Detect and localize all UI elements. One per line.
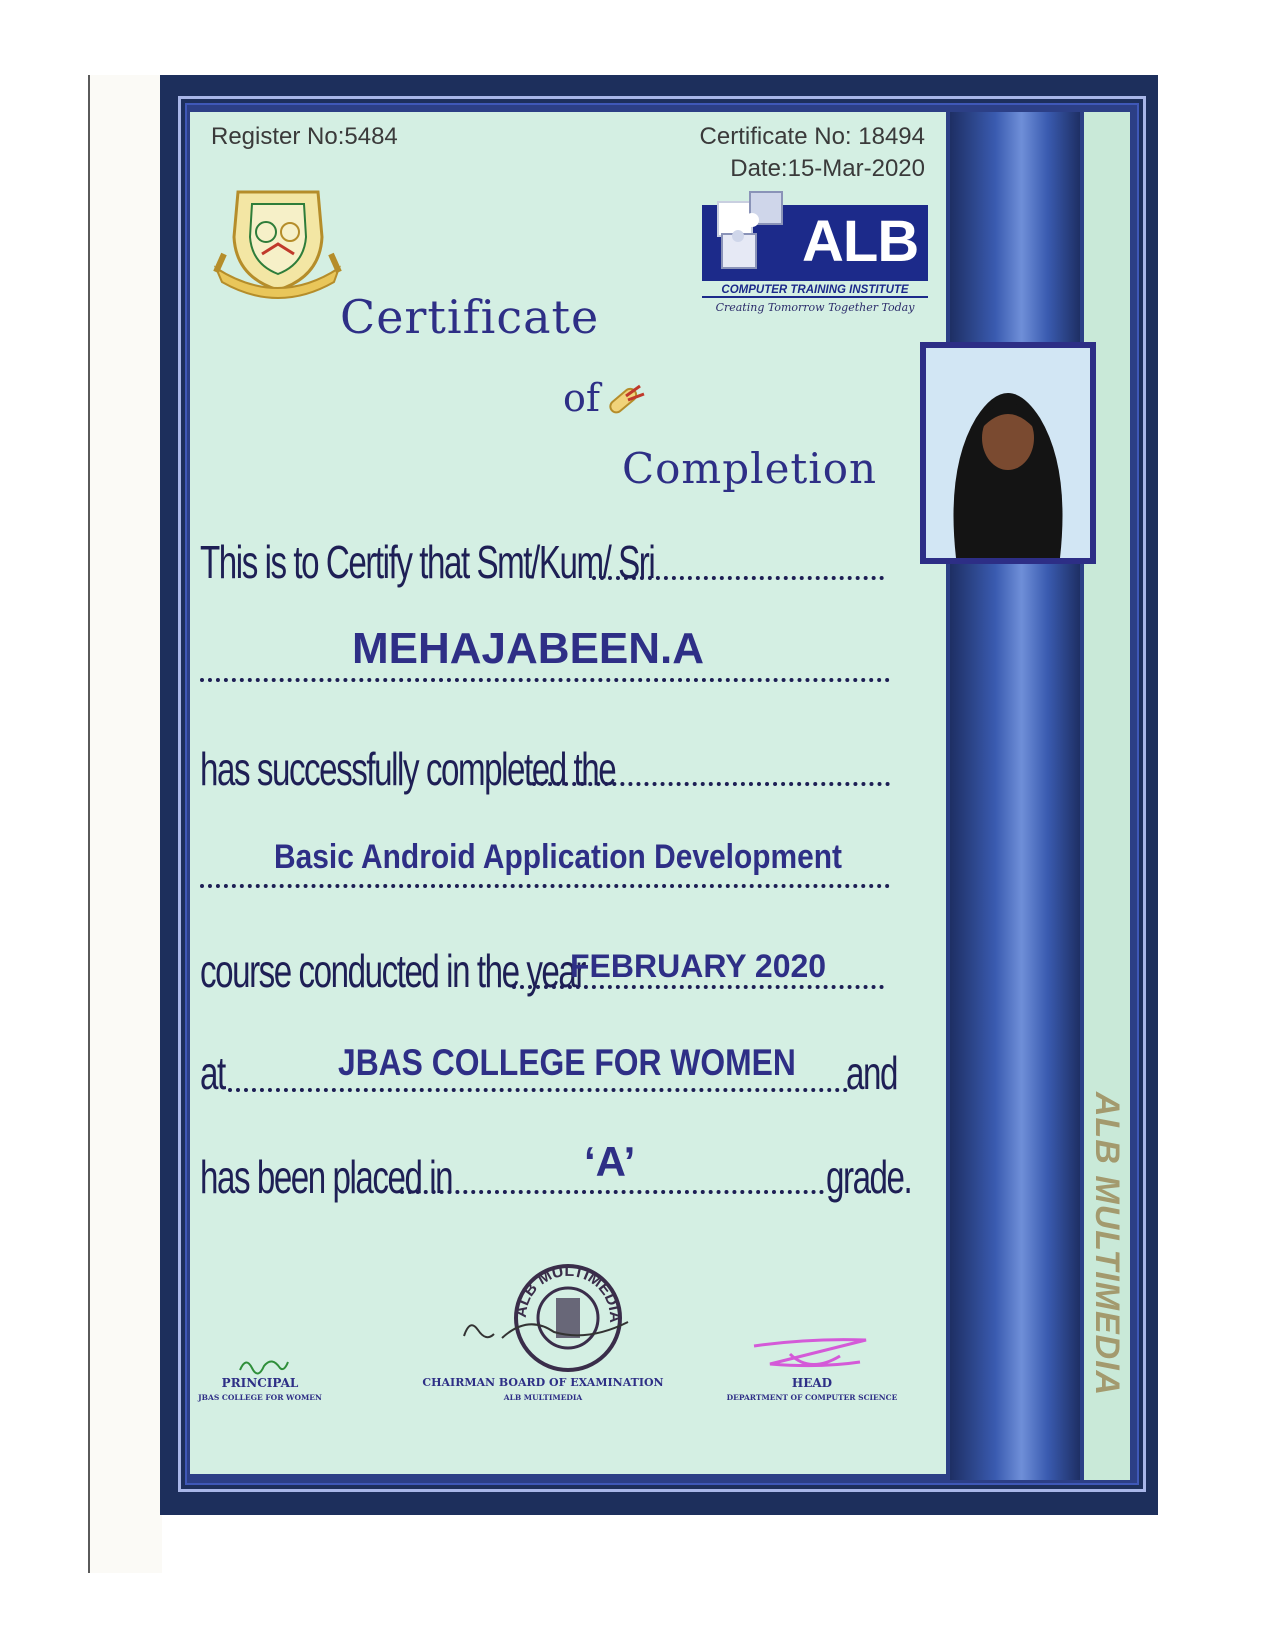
- recipient-photo: [920, 342, 1096, 564]
- recipient-name: MEHAJABEEN.A: [352, 624, 705, 673]
- college-seal-icon: [210, 182, 345, 302]
- head-signature-icon: [750, 1334, 870, 1378]
- chairman-signature-icon: [458, 1308, 638, 1348]
- alb-logo: [702, 200, 928, 318]
- principal-org: JBAS COLLEGE FOR WOMEN: [198, 1393, 322, 1402]
- dotted-line: [400, 1190, 824, 1194]
- dotted-line: [532, 782, 890, 786]
- head-label: HEAD: [791, 1376, 833, 1390]
- alb-logo-slogan: Creating Tomorrow Together Today: [715, 301, 915, 314]
- dotted-line: [200, 884, 890, 888]
- head-org: DEPARTMENT OF COMPUTER SCIENCE: [726, 1393, 898, 1402]
- person-icon: [926, 348, 1090, 558]
- grade-value: ‘A’: [584, 1138, 636, 1185]
- dotted-line: [228, 1088, 848, 1092]
- side-gradient-panel: [950, 112, 1080, 1480]
- grade-suffix: grade.: [826, 1151, 912, 1203]
- title-certificate: Certificate: [340, 290, 600, 344]
- title-of: of: [563, 376, 600, 420]
- puzzle-icon: [710, 190, 792, 278]
- year-text: course conducted in the year: [200, 945, 585, 997]
- dotted-line: [200, 678, 890, 682]
- certificate-number: Certificate No: 18494: [699, 123, 925, 150]
- placed-text: has been placed in: [200, 1151, 453, 1203]
- stamp-text: ALB MULTIMEDIA: [512, 1262, 624, 1324]
- title-completion: Completion: [622, 444, 878, 493]
- register-number: Register No:5484: [211, 123, 398, 150]
- alb-logo-letters: ALB: [802, 209, 919, 274]
- at-text: at: [200, 1047, 225, 1099]
- dotted-line: [512, 985, 884, 989]
- certify-text: This is to Certify that Smt/Kum/ Sri: [200, 536, 655, 588]
- dotted-line: [592, 576, 884, 580]
- paper-edge: [88, 75, 162, 1573]
- scroll-icon: [600, 376, 648, 424]
- principal-label: PRINCIPAL: [221, 1376, 299, 1390]
- alb-logo-tagline: COMPUTER TRAINING INSTITUTE: [702, 284, 928, 298]
- completed-text: has successfully completed the: [200, 743, 616, 795]
- course-name: Basic Android Application Development: [274, 838, 842, 876]
- certificate-date: Date:15-Mar-2020: [730, 155, 925, 182]
- chairman-org: ALB MULTIMEDIA: [503, 1393, 583, 1402]
- chairman-label: CHAIRMAN BOARD OF EXAMINATION: [422, 1376, 664, 1389]
- and-text: and: [846, 1047, 897, 1099]
- side-banner-text: ALB MULTIMEDIA: [1088, 1092, 1126, 1397]
- course-year: FEBRUARY 2020: [570, 948, 827, 984]
- institution-name: JBAS COLLEGE FOR WOMEN: [338, 1042, 796, 1083]
- principal-signature-icon: [236, 1352, 292, 1376]
- photo-image: [926, 348, 1090, 558]
